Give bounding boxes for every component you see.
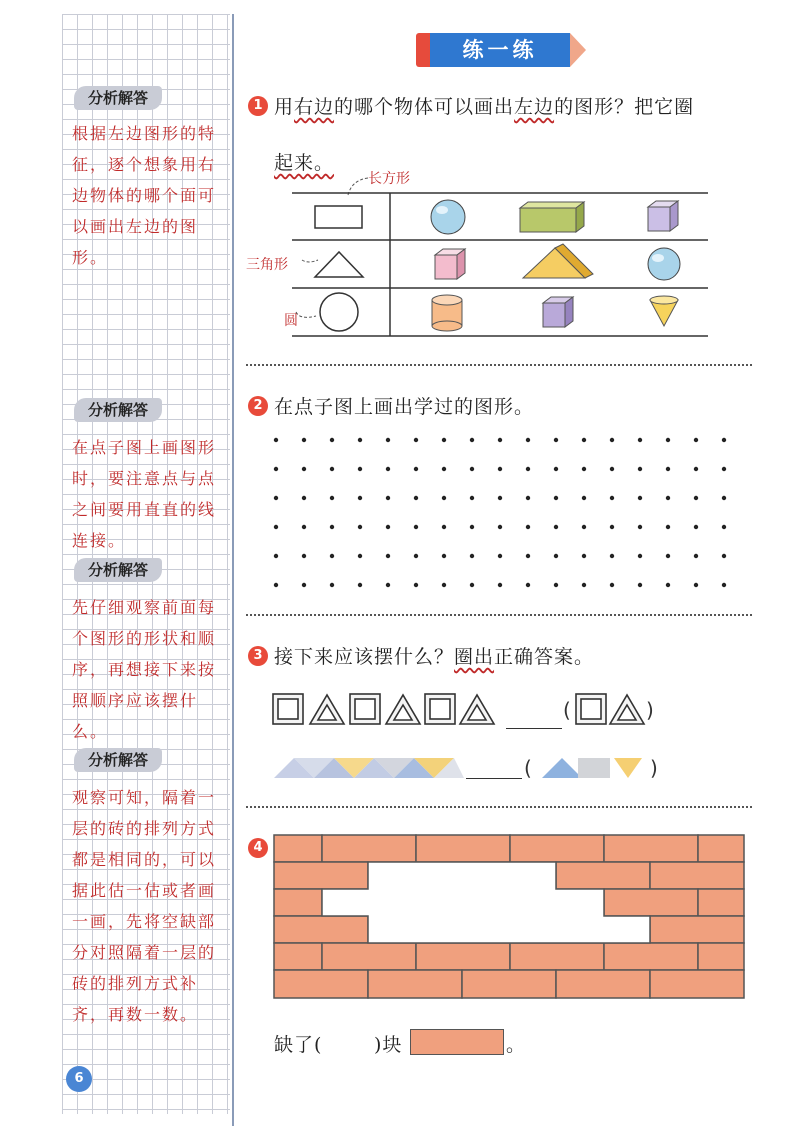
grid-dot[interactable] <box>582 554 586 558</box>
cylinder-orange-icon[interactable] <box>432 295 462 331</box>
cube-pink-icon[interactable] <box>435 249 465 279</box>
stick-pattern <box>270 690 500 730</box>
analysis-note-1: 根据左边图形的特征，逐个想象用右边物体的哪个面可以画出左边的图形。 <box>72 124 217 267</box>
grid-dot[interactable] <box>386 438 390 442</box>
grid-dot[interactable] <box>330 583 334 587</box>
grid-dot[interactable] <box>666 438 670 442</box>
q1-right-word: 右边 <box>294 96 335 118</box>
arrow-tri <box>302 260 318 262</box>
q1-part-3: 的哪个物体可以画出 <box>334 96 515 118</box>
option-blue-triangle[interactable] <box>542 758 582 778</box>
grid-dot[interactable] <box>302 583 306 587</box>
q3-text <box>274 642 594 669</box>
grid-dot[interactable] <box>386 467 390 471</box>
grid-dot[interactable] <box>414 438 418 442</box>
analysis-note-4: 观察可知，隔着一层的砖的排列方式都是相同的，可以据此估一估或者画一画，先将空缺部分对照隔着一层的砖的排列方式补齐，再数一数。 <box>72 788 217 1024</box>
grid-dot[interactable] <box>610 467 614 471</box>
rectangle-shape <box>315 206 362 228</box>
stick-square-2 <box>350 694 380 724</box>
q4-number: 4 <box>248 838 268 858</box>
grid-dot[interactable] <box>274 467 278 471</box>
dot-grid[interactable] <box>270 432 740 592</box>
grid-dot[interactable] <box>694 496 698 500</box>
grid-dot[interactable] <box>442 438 446 442</box>
stick-triangle-1 <box>310 695 344 724</box>
grid-dot[interactable] <box>666 467 670 471</box>
option-triangle[interactable] <box>610 695 644 724</box>
q1-line2: 起来。 <box>274 152 335 174</box>
grid-dot[interactable] <box>526 583 530 587</box>
grid-dot[interactable] <box>526 554 530 558</box>
q4-prefix: 缺了( <box>274 1034 323 1056</box>
stick-square-1 <box>273 694 303 724</box>
cuboid-green-icon[interactable] <box>520 202 584 232</box>
option-square[interactable] <box>576 694 606 724</box>
grid-dot[interactable] <box>666 583 670 587</box>
grid-dot[interactable] <box>358 496 362 500</box>
label-rectangle: 长方形 <box>368 171 410 187</box>
grid-dot[interactable] <box>722 496 726 500</box>
brick-icon <box>410 1029 504 1055</box>
grid-dot[interactable] <box>442 467 446 471</box>
grid-dot[interactable] <box>358 583 362 587</box>
grid-dot[interactable] <box>274 438 278 442</box>
grid-dot[interactable] <box>694 438 698 442</box>
grid-dot[interactable] <box>638 525 642 529</box>
q3-row1-paren-close: ) <box>646 698 654 722</box>
banner-left-cap <box>416 33 430 67</box>
grid-dot[interactable] <box>470 467 474 471</box>
q3-blank-2[interactable] <box>466 778 522 779</box>
q4-suffix: )块 <box>374 1034 403 1056</box>
brick <box>604 889 698 916</box>
analysis-tag-4: 分析解答 <box>74 748 162 772</box>
grid-dot[interactable] <box>330 467 334 471</box>
grid-dot[interactable] <box>610 438 614 442</box>
cube-purple-2-icon[interactable] <box>543 297 573 327</box>
brick <box>604 835 698 862</box>
cone-yellow-icon[interactable] <box>650 296 678 326</box>
grid-dot[interactable] <box>694 583 698 587</box>
grid-dot[interactable] <box>302 467 306 471</box>
q4-end: 。 <box>506 1034 527 1056</box>
grid-dot[interactable] <box>470 496 474 500</box>
table-grid <box>292 193 708 336</box>
grid-dot[interactable] <box>358 554 362 558</box>
grid-dot[interactable] <box>638 438 642 442</box>
grid-dot[interactable] <box>722 438 726 442</box>
grid-dot[interactable] <box>526 438 530 442</box>
analysis-tag-3: 分析解答 <box>74 558 162 582</box>
brick <box>368 970 462 998</box>
stick-triangle-2 <box>386 695 420 724</box>
grid-dot[interactable] <box>498 583 502 587</box>
grid-dot[interactable] <box>470 583 474 587</box>
grid-dot[interactable] <box>442 554 446 558</box>
grid-dot[interactable] <box>274 554 278 558</box>
q1-left-word: 左边 <box>514 96 555 118</box>
shapes-table <box>240 160 720 345</box>
grid-dot[interactable] <box>638 496 642 500</box>
grid-dot[interactable] <box>722 467 726 471</box>
grid-dot[interactable] <box>358 438 362 442</box>
brick <box>462 970 556 998</box>
grid-dot[interactable] <box>302 554 306 558</box>
q3-row2-paren-close: ) <box>650 756 658 780</box>
q1-number: 1 <box>248 96 268 116</box>
grid-dot[interactable] <box>666 554 670 558</box>
grid-dot[interactable] <box>554 554 558 558</box>
grid-dot[interactable] <box>582 525 586 529</box>
grid-dot[interactable] <box>610 525 614 529</box>
sphere-blue-2-icon[interactable] <box>648 248 680 280</box>
grid-dot[interactable] <box>330 496 334 500</box>
grid-dot[interactable] <box>414 496 418 500</box>
grid-dot[interactable] <box>582 438 586 442</box>
grid-dot[interactable] <box>386 583 390 587</box>
grid-dot[interactable] <box>722 525 726 529</box>
grid-dot[interactable] <box>694 467 698 471</box>
brick <box>416 943 510 970</box>
grid-dot[interactable] <box>638 467 642 471</box>
grid-dot[interactable] <box>498 438 502 442</box>
brick <box>698 889 744 916</box>
grid-dot[interactable] <box>442 525 446 529</box>
grid-dot[interactable] <box>358 525 362 529</box>
banner-title: 练一练 <box>430 33 570 67</box>
divider-2 <box>246 614 752 616</box>
grid-dot[interactable] <box>694 554 698 558</box>
grid-dot[interactable] <box>722 583 726 587</box>
grid-dot[interactable] <box>582 583 586 587</box>
cube-purple-icon[interactable] <box>648 201 678 231</box>
grid-dot[interactable] <box>526 467 530 471</box>
divider-3 <box>246 806 752 808</box>
grid-dot[interactable] <box>442 583 446 587</box>
brick <box>650 862 744 889</box>
brick <box>274 862 368 889</box>
grid-dot[interactable] <box>386 496 390 500</box>
analysis-tag-1: 分析解答 <box>74 86 162 110</box>
q2-text: 在点子图上画出学过的图形。 <box>274 396 535 418</box>
grid-dot[interactable] <box>526 496 530 500</box>
stick-square-3 <box>425 694 455 724</box>
grid-dot[interactable] <box>330 438 334 442</box>
grid-dot[interactable] <box>358 467 362 471</box>
grid-dot[interactable] <box>498 554 502 558</box>
grid-dot[interactable] <box>330 554 334 558</box>
q3-blank-1[interactable] <box>506 728 562 729</box>
grid-dot[interactable] <box>582 496 586 500</box>
brick <box>510 943 604 970</box>
brick <box>274 970 368 998</box>
banner-right-cap <box>570 33 586 67</box>
grid-dot[interactable] <box>554 467 558 471</box>
analysis-note-2: 在点子图上画图形时，要注意点与点之间要用直直的线连接。 <box>72 438 217 550</box>
grid-dot[interactable] <box>414 583 418 587</box>
grid-dot[interactable] <box>554 525 558 529</box>
grid-dot[interactable] <box>498 496 502 500</box>
option-yellow-triangle[interactable] <box>614 758 642 778</box>
grid-dot[interactable] <box>554 438 558 442</box>
brick <box>510 835 604 862</box>
brick <box>604 943 698 970</box>
brick <box>274 916 368 943</box>
brick <box>650 916 744 943</box>
label-triangle: 三角形 <box>246 257 288 273</box>
section-banner <box>416 30 584 70</box>
label-circle: 圆 <box>284 313 298 329</box>
brick <box>322 943 416 970</box>
q3-row2-paren-open: ( <box>524 756 532 780</box>
grid-dot[interactable] <box>498 525 502 529</box>
brick-wall <box>272 834 746 1002</box>
sphere-blue-icon[interactable] <box>431 200 465 234</box>
grid-dot[interactable] <box>610 583 614 587</box>
grid-dot[interactable] <box>302 525 306 529</box>
stick-triangle-3 <box>460 695 494 724</box>
grid-dot[interactable] <box>330 525 334 529</box>
grid-dot[interactable] <box>414 554 418 558</box>
q3-row1-options <box>572 690 646 730</box>
grid-dot[interactable] <box>414 467 418 471</box>
grid-dot[interactable] <box>638 554 642 558</box>
grid-dot[interactable] <box>274 525 278 529</box>
brick <box>274 835 322 862</box>
brick <box>322 835 416 862</box>
grid-dot[interactable] <box>442 496 446 500</box>
brick <box>698 835 744 862</box>
q3-part-3: 正确答案。 <box>494 646 595 668</box>
grid-dot[interactable] <box>470 554 474 558</box>
q3-part-1: 接下来应该摆什么？ <box>274 646 455 668</box>
grid-dot[interactable] <box>554 583 558 587</box>
analysis-tag-2: 分析解答 <box>74 398 162 422</box>
circle-shape <box>320 293 358 331</box>
option-grey-tile[interactable] <box>578 758 610 778</box>
q3-row2-options <box>536 756 646 782</box>
grid-dot[interactable] <box>302 496 306 500</box>
grid-dot[interactable] <box>386 525 390 529</box>
page-number: 6 <box>66 1066 92 1092</box>
q3-number: 3 <box>248 646 268 666</box>
grid-dot[interactable] <box>274 496 278 500</box>
brick <box>274 889 322 916</box>
divider-1 <box>246 364 752 366</box>
triangle-shape <box>315 252 363 277</box>
analysis-note-3: 先仔细观察前面每个图形的形状和顺序，再想接下来按照顺序应该摆什么。 <box>72 598 217 741</box>
q1-text <box>274 92 694 119</box>
grid-dot[interactable] <box>386 554 390 558</box>
brick <box>416 835 510 862</box>
sidebar-divider <box>232 14 234 1126</box>
q2-number: 2 <box>248 396 268 416</box>
grid-dot[interactable] <box>470 438 474 442</box>
brick <box>274 943 322 970</box>
q3-circle-word: 圈出 <box>454 646 495 668</box>
q3-row1-paren-open: ( <box>563 698 571 722</box>
grid-dot[interactable] <box>610 554 614 558</box>
q1-part-1: 用 <box>274 96 295 118</box>
brick <box>650 970 744 998</box>
grid-dot[interactable] <box>638 583 642 587</box>
brick <box>556 862 650 889</box>
grid-dot[interactable] <box>554 496 558 500</box>
q1-part-5: 的图形？把它圈 <box>554 96 695 118</box>
brick <box>556 970 650 998</box>
grid-dot[interactable] <box>666 496 670 500</box>
tile-pattern <box>274 756 464 782</box>
grid-dot[interactable] <box>582 467 586 471</box>
brick <box>698 943 744 970</box>
grid-dot[interactable] <box>722 554 726 558</box>
grid-dot[interactable] <box>274 583 278 587</box>
grid-dot[interactable] <box>498 467 502 471</box>
arrow-circle <box>296 312 316 317</box>
grid-dot[interactable] <box>414 525 418 529</box>
grid-dot[interactable] <box>302 438 306 442</box>
grid-dot[interactable] <box>526 525 530 529</box>
grid-dot[interactable] <box>610 496 614 500</box>
grid-dot[interactable] <box>470 525 474 529</box>
prism-yellow-icon[interactable] <box>523 244 593 278</box>
grid-dot[interactable] <box>694 525 698 529</box>
grid-dot[interactable] <box>666 525 670 529</box>
